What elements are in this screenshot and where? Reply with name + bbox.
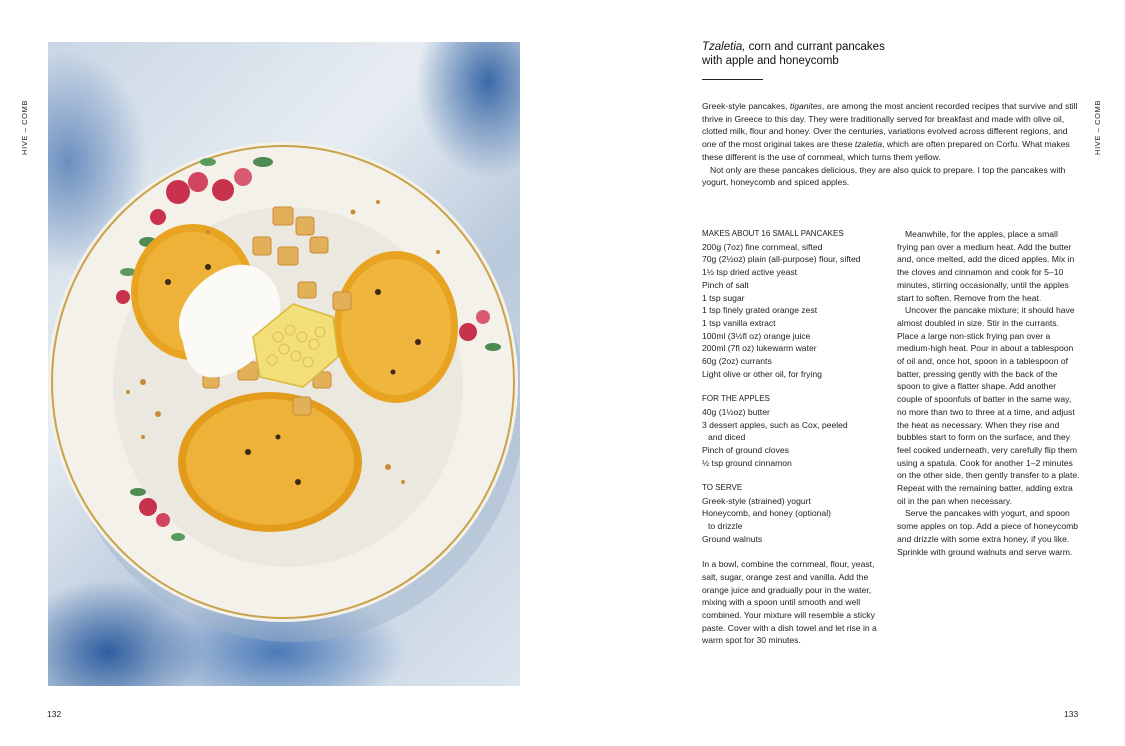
ingredient-group-serve (702, 482, 887, 546)
intro-paragraph-2: Not only are these pancakes delicious, they are also quick to prepare. I top the pancakes with yogurt, honeycomb and spiced apples. (702, 164, 1066, 188)
method-step-4: Serve the pancakes with yogurt, and spoon some apples on top. Add a piece of honeycomb and drizzle with some extra honey, if you like. Sprinkle with ground walnuts and serve warm. (897, 508, 1079, 557)
page-number-left: 132 (47, 709, 62, 719)
ingredient-heading: MAKES ABOUT 16 SMALL PANCAKES (702, 229, 844, 238)
title-italic: Tzaletia, (702, 41, 746, 53)
recipe-title (702, 40, 1032, 68)
side-label-right: HIVE – COMB (1093, 100, 1102, 155)
ingredient-item: 1 tsp sugar (702, 292, 745, 303)
method-step-2: Meanwhile, for the apples, place a small frying pan over a medium heat. Add the butter and, once melted, add the diced apples. Mix in the cloves and cinnamon and cook for 5–10 minutes, stirring occasionally, until the apples start to soften. Remove from the heat. (897, 229, 1075, 303)
intro-p1-italic-tzaletia: tzaletia (854, 139, 883, 150)
ingredient-item: 40g (1½oz) butter (702, 406, 770, 417)
title-rest: corn and currant pancakes (745, 41, 885, 53)
intro-text (702, 100, 1078, 189)
ingredient-item: 100ml (3½fl oz) orange juice (702, 330, 811, 341)
title-rule (702, 79, 763, 80)
method-step-3: Uncover the pancake mixture; it should have almost doubled in size. Stir in the currants. Place a large non-stick frying pan over a medium-high heat. Pour in about a tablespoon of oil and, once hot, spoon in a tablespoon of batter, pressing gently with the back of the spoon to give a flatter shape. Add another couple of spoonfuls of batter in the same way, no more than two to three at a time, and adjust the heat as necessary. When they rise and bubbles start to form on the surface, and they feel cooked underneath, very carefully flip them using a spatula. Cook for another 1–2 minutes on the other side, then gently transfer to a plate. Repeat with the remaining batter, adding extra oil in the pan when necessary. (897, 305, 1080, 506)
right-page (562, 0, 1125, 746)
ingredient-item: 1½ tsp dried active yeast (702, 267, 798, 278)
ingredient-group-pancakes (702, 228, 887, 380)
ingredient-item: 1 tsp vanilla extract (702, 317, 776, 328)
ingredient-item: Ground walnuts (702, 533, 763, 544)
intro-p1-italic-tiganites: tiganites (789, 101, 822, 111)
ingredient-item: 200ml (7fl oz) lukewarm water (702, 343, 817, 354)
side-label-left: HIVE – COMB (20, 100, 29, 155)
ingredient-item: Pinch of ground cloves (702, 444, 789, 455)
ingredients-column (702, 228, 887, 647)
intro-p1-c: , are among the most ancient recorded recipes that survive and still thrive in Greece to this day. They were traditionally served for breakfast and made with olive oil, clotted milk, flour and honey. Over the centuries, variations evolved across different regions, and one of the most original takes are these (702, 101, 1078, 150)
method-step-1: In a bowl, combine the cornmeal, flour, yeast, salt, sugar, orange zest and vanilla. Add the orange juice and gradually pour in the water, mixing with a spoon until smooth and well combined. Your mixture will resemble a sticky paste. Cover with a dish towel and let rise in a warm spot for 30 minutes. (702, 559, 877, 646)
pancake-illustration (48, 42, 520, 686)
method-column (897, 228, 1080, 558)
ingredient-item: Light olive or other oil, for frying (702, 368, 822, 379)
left-page (0, 0, 562, 746)
ingredient-item: Pinch of salt (702, 279, 749, 290)
ingredient-item: 200g (7oz) fine cornmeal, sifted (702, 241, 823, 252)
ingredient-group-apples (702, 393, 887, 469)
pancake-photo (48, 42, 520, 686)
intro-paragraph-1 (702, 100, 1078, 164)
ingredient-item: 3 dessert apples, such as Cox, peeled (702, 419, 848, 430)
ingredient-item: Honeycomb, and honey (optional) (702, 508, 831, 519)
intro-p1-a: Greek-style pancakes, (702, 101, 790, 111)
ingredient-heading: FOR THE APPLES (702, 394, 770, 404)
intro-p1-e: , which are often prepared on Corfu. What makes these different is the use of cornmeal, which turns them yellow. (702, 139, 1070, 162)
ingredient-item: 1 tsp finely grated orange zest (702, 305, 818, 316)
ingredient-heading: TO SERVE (702, 483, 743, 493)
ingredient-item: Greek-style (strained) yogurt (702, 495, 811, 506)
title-line-2: with apple and honeycomb (702, 55, 839, 67)
ingredient-item: ½ tsp ground cinnamon (702, 457, 792, 468)
ingredient-item: to drizzle (708, 521, 743, 532)
ingredient-item: and diced (708, 432, 746, 443)
page-number-right: 133 (1064, 709, 1079, 719)
ingredient-item: 70g (2½oz) plain (all-purpose) flour, sifted (702, 254, 861, 265)
ingredient-item: 60g (2oz) currants (702, 356, 772, 367)
